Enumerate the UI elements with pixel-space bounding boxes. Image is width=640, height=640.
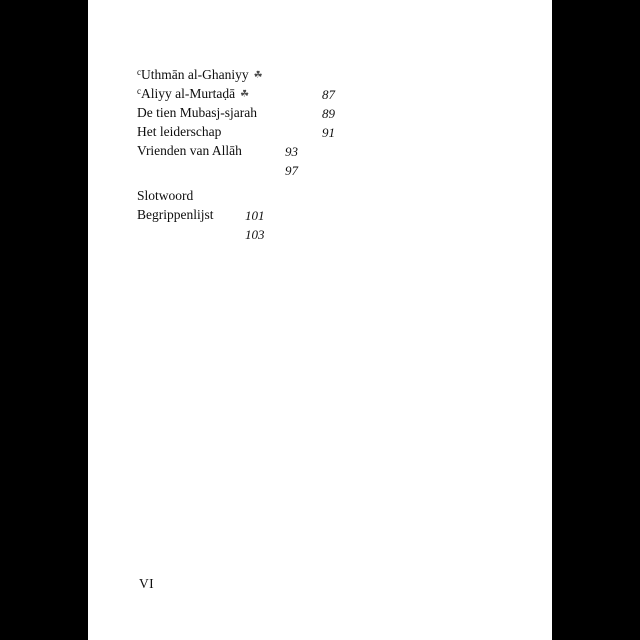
toc-entry-title-text: Uthmān al-Ghaniyy bbox=[141, 67, 249, 82]
toc-entry-title-text: Het leiderschap bbox=[137, 124, 222, 139]
toc-entry bbox=[137, 143, 497, 178]
honorific-ornament-icon: ☘ bbox=[240, 89, 250, 100]
honorific-ornament-icon: ☘ bbox=[253, 70, 263, 81]
toc-entry-title bbox=[137, 68, 263, 82]
page-number: VI bbox=[139, 576, 155, 591]
toc-entry-title-text: De tien Mubasj-sjarah bbox=[137, 105, 257, 120]
toc-group-back-matter bbox=[137, 188, 497, 242]
toc-entry-title bbox=[137, 208, 214, 222]
toc-entry-page: 97 bbox=[285, 163, 298, 178]
table-of-contents bbox=[137, 67, 497, 242]
toc-entry-title-prefix: c bbox=[137, 86, 141, 97]
toc-entry-page: 91 bbox=[322, 125, 335, 140]
toc-entry-page: 101 bbox=[245, 208, 265, 223]
toc-entry-page: 103 bbox=[245, 227, 265, 242]
toc-entry-title-text: Begrippenlijst bbox=[137, 207, 214, 222]
toc-entry-title-text: Aliyy al-Murtaḍā bbox=[141, 86, 236, 101]
toc-entry-page: 87 bbox=[322, 87, 335, 102]
toc-entry-title bbox=[137, 189, 193, 203]
toc-entry-title-prefix: c bbox=[137, 67, 141, 78]
toc-entry-page: 93 bbox=[285, 144, 298, 159]
toc-entry-title-text: Vrienden van Allāh bbox=[137, 143, 242, 158]
toc-entry-title bbox=[137, 87, 249, 101]
book-page bbox=[88, 0, 552, 640]
toc-entry-page: 89 bbox=[322, 106, 335, 121]
toc-entry-title-text: Slotwoord bbox=[137, 188, 194, 203]
toc-entry-title bbox=[137, 125, 221, 139]
toc-entry-title bbox=[137, 106, 257, 120]
toc-entry bbox=[137, 207, 497, 242]
toc-entry-title bbox=[137, 144, 242, 158]
toc-group-chapters bbox=[137, 67, 497, 178]
